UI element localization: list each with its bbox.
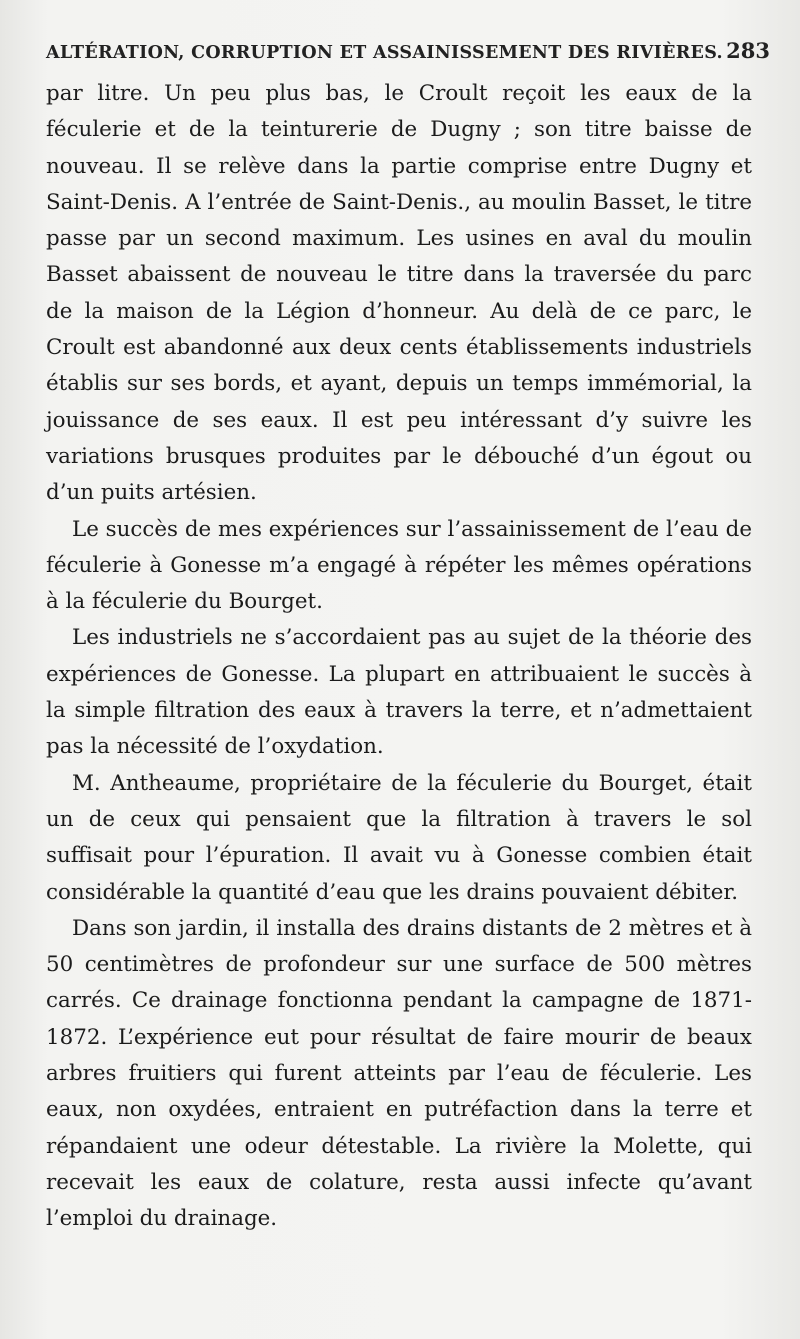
page-header	[46, 38, 770, 72]
paragraph-1: par litre. Un peu plus bas, le Croult reçoit les eaux de la féculerie et de la teinturerie de Dugny ; son titre baisse de nouveau. Il se relève dans la partie comprise entre Dugny et Saint-Denis. A l’entrée de Saint-Denis., au moulin Basset, le titre passe par un second maximum. Les usines en aval du moulin Basset abaissent de nouveau le titre dans la traversée du parc de la maison de la Légion d’honneur. Au delà de ce parc, le Croult est abandonné aux deux cents établissements industriels établis sur ses bords, et ayant, depuis un temps immémorial, la jouissance de ses eaux. Il est peu intéressant d’y suivre les variations brusques produites par le débouché d’un égout ou d’un puits artésien.	[46, 81, 752, 506]
running-head: ALTÉRATION, CORRUPTION ET ASSAINISSEMENT DES RIVIÈRES.	[46, 43, 723, 63]
paragraph-2: Le succès de mes expériences sur l’assainissement de l’eau de féculerie à Gonesse m’a engagé à répéter les mêmes opérations à la féculerie du Bourget.	[46, 516, 752, 615]
paragraph-3: Les industriels ne s’accordaient pas au sujet de la théorie des expériences de Gonesse. La plupart en attribuaient le succès à la simple filtration des eaux à travers la terre, et n’admettaient pas la nécessité de l’oxydation.	[46, 625, 752, 760]
body-text	[46, 76, 752, 1238]
paragraph-5: Dans son jardin, il installa des drains distants de 2 mètres et à 50 centimètres de profondeur sur une surface de 500 mètres carrés. Ce drainage fonctionna pendant la campagne de 1871-1872. L’expérience eut pour résultat de faire mourir de beaux arbres fruitiers qui furent atteints par l’eau de féculerie. Les eaux, non oxydées, entraient en putréfaction dans la terre et répandaient une odeur détestable. La rivière la Molette, qui recevait les eaux de colature, resta aussi infecte qu’avant l’emploi du drainage.	[46, 915, 752, 1232]
paragraph-4: M. Antheaume, propriétaire de la féculerie du Bourget, était un de ceux qui pensaient que la filtration à travers le sol suffisait pour l’épuration. Il avait vu à Gonesse combien était considérable la quantité d’eau que les drains pouvaient débiter.	[46, 770, 752, 905]
page-number: 283	[726, 38, 770, 63]
